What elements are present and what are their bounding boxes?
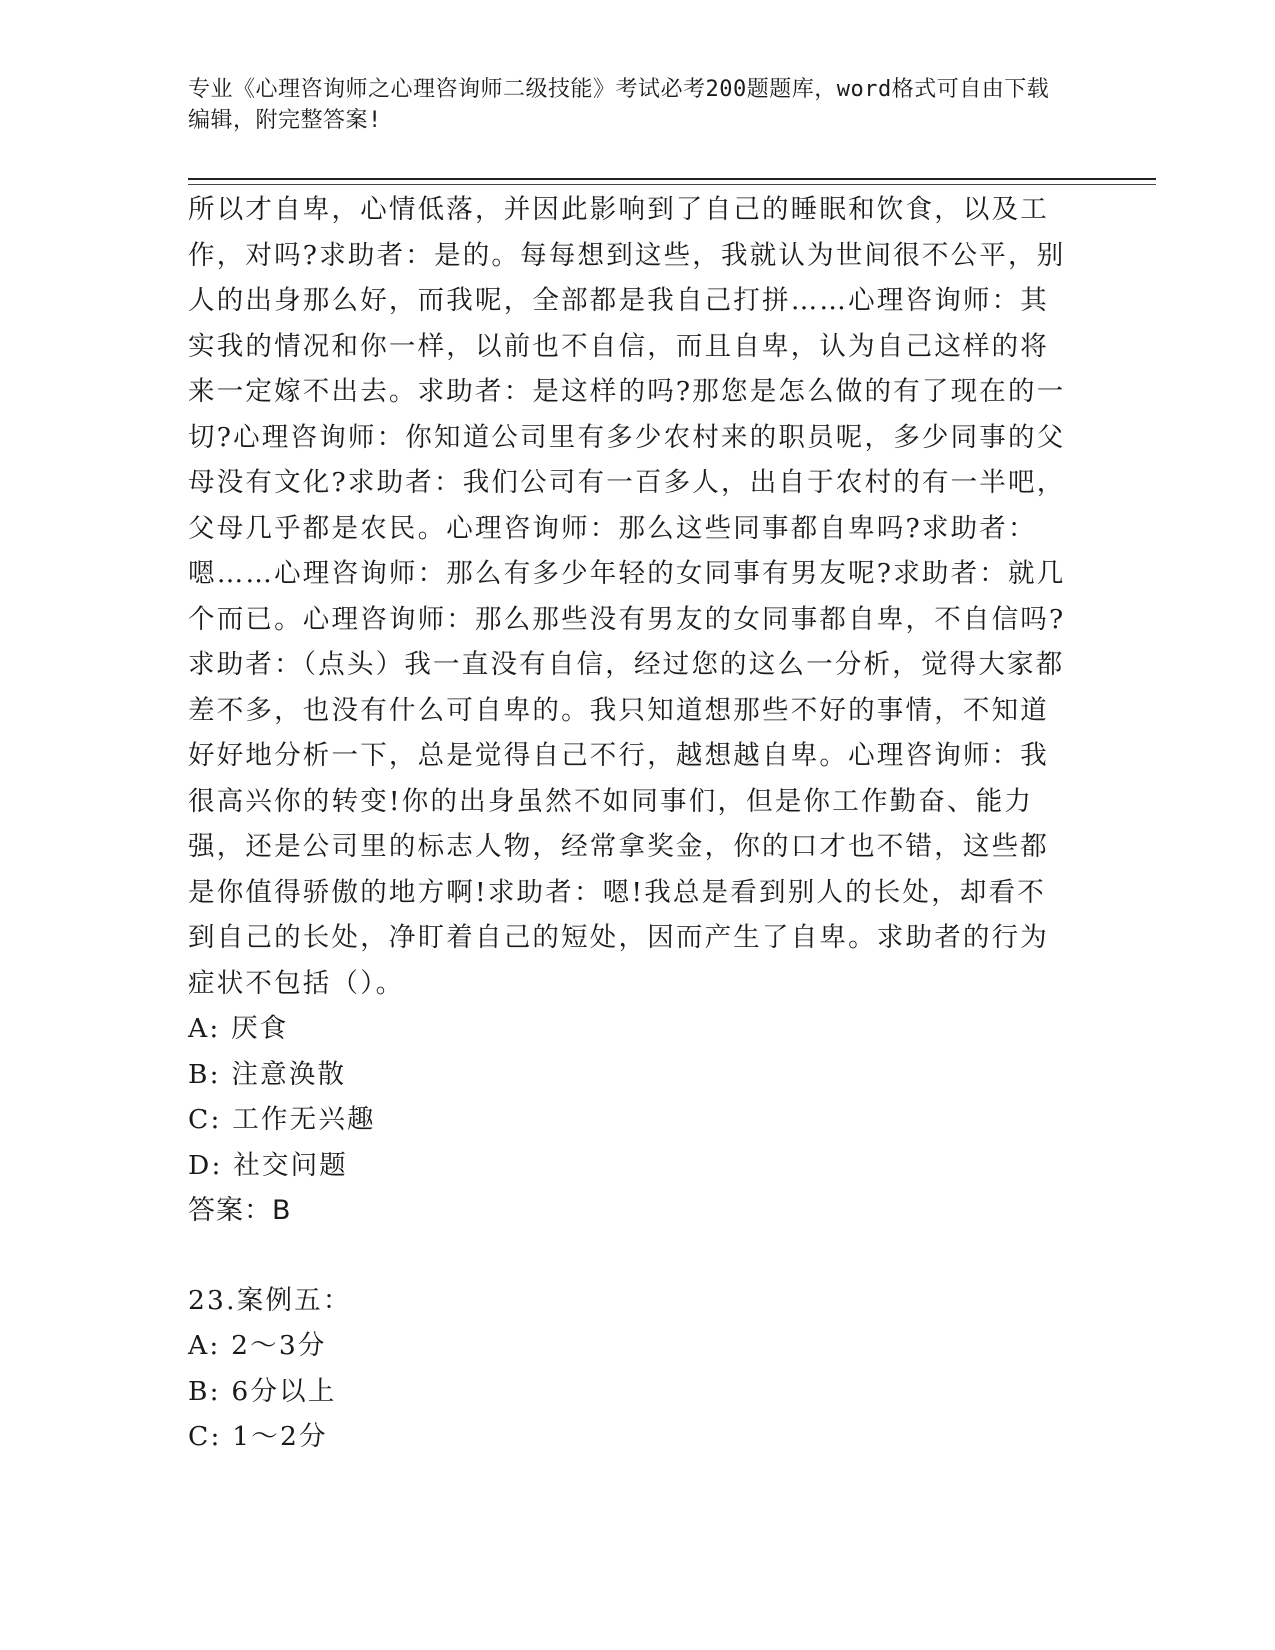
question-22-stem: 所以才自卑，心情低落，并因此影响到了自己的睡眠和饮食，以及工作，对吗?求助者：是的。每每想到这些，我就认为世间很不公平，别人的出身那么好，而我呢，全部都是我自己打拼……心理咨询师：其实我的情况和你一样，以前也不自信，而且自卑，认为自己这样的将来一定嫁不出去。求助者：是这样的吗?那您是怎么做的有了现在的一切?心理咨询师：你知道公司里有多少农村来的职员呢，多少同事的父母没有文化?求助者：我们公司有一百多人，出自于农村的有一半吧，父母几乎都是农民。心理咨询师：那么这些同事都自卑吗?求助者：嗯……心理咨询师：那么有多少年轻的女同事有男友呢?求助者：就几个而已。心理咨询师：那么那些没有男友的女同事都自卑，不自信吗?求助者：（点头）我一直没有自信，经过您的这么一分析，觉得大家都差不多，也没有什么可自卑的。我只知道想那些不好的事情，不知道好好地分析一下，总是觉得自己不行，越想越自卑。心理咨询师：我很高兴你的转变!你的出身虽然不如同事们，但是你工作勤奋、能力强，还是公司里的标志人物，经常拿奖金，你的口才也不错，这些都是你值得骄傲的地方啊!求助者：嗯!我总是看到别人的长处，却看不到自己的长处，净盯着自己的短处，因而产生了自卑。求助者的行为症状不包括（）。: [188, 194, 1066, 999]
question-22-answer: 答案：B: [188, 1195, 292, 1226]
header-rule-thin: [188, 184, 1156, 185]
question-gap: [188, 1234, 1068, 1278]
question-23-option-a: A: 2～3分: [188, 1330, 327, 1361]
question-23-option-b: B: 6分以上: [188, 1375, 337, 1407]
question-23-stem: 23.案例五：: [188, 1284, 352, 1316]
document-header: [188, 74, 1068, 136]
header-rule-thick: [188, 178, 1156, 180]
question-22-option-a: A: 厌食: [188, 1013, 289, 1044]
question-22-option-d: D: 社交问题: [188, 1149, 348, 1181]
question-23-option-c: C: 1～2分: [188, 1421, 328, 1452]
question-22-option-c: C: 工作无兴趣: [188, 1104, 376, 1135]
header-title: 专业《心理咨询师之心理咨询师二级技能》考试必考200题题库，word格式可自由下载编辑，附完整答案!: [188, 77, 1050, 133]
question-22-option-b: B: 注意涣散: [188, 1058, 347, 1090]
document-body: [188, 187, 1068, 1460]
